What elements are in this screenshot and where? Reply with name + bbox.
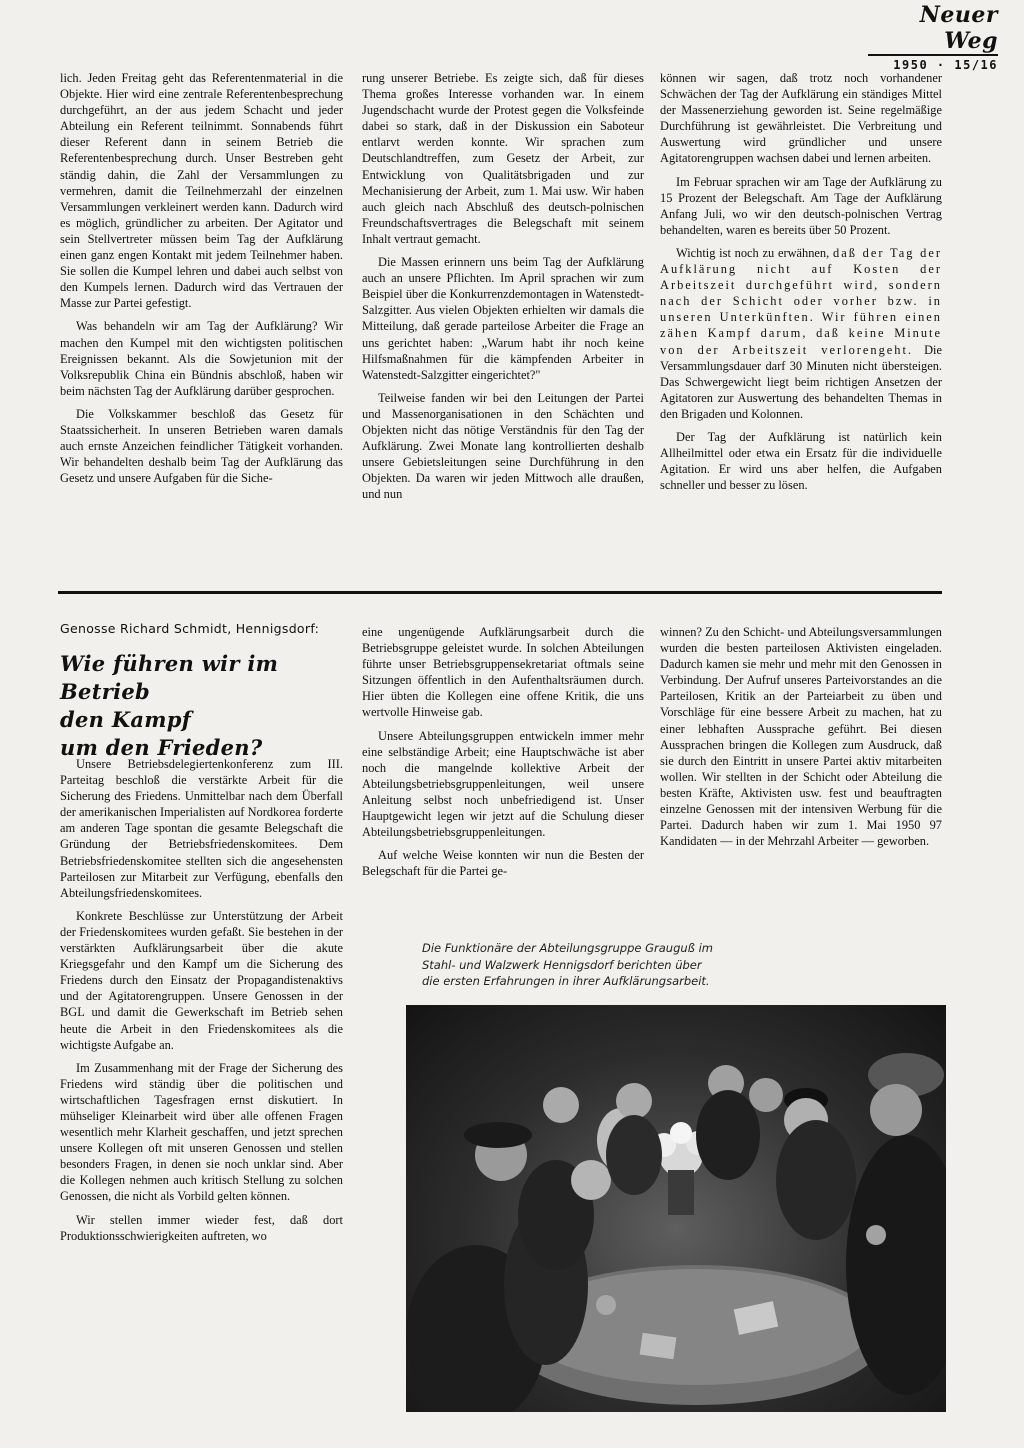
paragraph: Auf welche Weise konnten wir nun die Besten der Belegschaft für die Partei ge- — [362, 848, 644, 879]
paragraph: Unsere Betriebsdelegiertenkonferenz zum III. Parteitag beschloß die verstärkte Arbeit für die Sicherung des Friedens. Unmittelbar nach dem Überfall der amerikanischen Imperialisten auf Nordkorea forderte am anderen Tage spontan die gesamte Belegschaft die Gründung der Betriebsfriedenskomitees. Dem Betriebsfriedenskomitee stellten sich die angesehensten Parteilosen zur Mitarbeit zur Verfügung, ebenfalls den Abteilungsfriedenskomitees. — [60, 757, 343, 900]
paragraph — [660, 245, 942, 422]
paragraph: Im Zusammenhang mit der Frage der Sicherung des Friedens wird ständig über die politischen und wirtschaftlichen Tagesfragen ernst diskutiert. In mühseliger Kleinarbeit wird über alle offenen Fragen wesentlich mehr Klarheit geschaffen, und jetzt sprechen unsere Kollegen oft mit unseren Genossen und stellen besonders Fragen, in denen sie noch unklar sind. Aber die Kollegen nehmen auch kritisch Stellung zu solchen Genossen, die nicht als Vorbild gelten können. — [60, 1060, 343, 1204]
paragraph: Was behandeln wir am Tag der Aufklärung? Wir machen den Kumpel mit den wichtigsten politischen Ereignissen bekannt. Als die Sowjetunion mit der Volksrepublik China ein Bündnis abschloß, haben wir beim nächsten Tag der Aufklärung darüber gesprochen. — [60, 319, 343, 398]
article-headline — [60, 650, 343, 762]
photo-illustration — [406, 1005, 946, 1412]
bottom-article-column-1 — [60, 756, 343, 1398]
caption-line: die ersten Erfahrungen in ihrer Aufklärungsarbeit. — [422, 974, 710, 988]
top-article-column-2 — [362, 70, 644, 570]
paragraph: Der Tag der Aufklärung ist natürlich kein Allheilmittel oder etwa ein Ersatz für die individuelle Agitation. Er wird uns aber helfen, die Aufgaben schneller und besser zu lösen. — [660, 429, 942, 493]
paragraph: Unsere Abteilungsgruppen entwickeln immer mehr eine selbständige Arbeit; eine Hauptschwäche ist aber noch die mangelnde kollektive Arbeit der Abteilungsbetriebsgruppenleitungen, weil unsere Anleitung selbst noch unbefriedigend ist. Unser Hauptgewicht legen wir jetzt auf die Schulung dieser Abteilungsbetriebsgruppenleitungen. — [362, 728, 644, 840]
bottom-article-column-2 — [362, 624, 644, 914]
caption-line: Stahl- und Walzwerk Hennigsdorf berichten über — [422, 957, 702, 972]
paragraph: eine ungenügende Aufklärungsarbeit durch die Betriebsgruppe geleistet wurde. In solchen Abteilungen führte unser Betriebsgruppensekretariat oftmals seine Sitzungen öffentlich in den Aufenthaltsräumen durch. Hier übten die Kollegen eine offene Kritik, die uns wertvolle Hinweise gab. — [362, 625, 644, 720]
paragraph: Konkrete Beschlüsse zur Unterstützung der Arbeit der Friedenskomitees wurden gefaßt. Sie bestehen in der verstärkten Aufklärungsarbeit über die akute Kriegsgefahr und den Kampf um die Sicherung des Friedens durch den Einsatz der Propagandistenaktivs und der Agitatorengruppen. Unsere Genossen in der BGL und damit die Gewerkschaft im Betrieb sehen heute die Arbeit in den Friedenskomitees als die wichtigste Aufgabe an. — [60, 908, 343, 1052]
paragraph: lich. Jeden Freitag geht das Referentenmaterial in die Objekte. Hier wird eine zentrale Referentenbesprechung durchgeführt, an der aus jedem Schacht und jeder Abteilung ein Referent teilnimmt. Sonnabends führt dieser Referent dann in seinem Betrieb die Referentenbesprechung durch. Unser Bestreben geht ständig dahin, die Zahl der Versammlungen zu vermehren, damit die Teilnehmerzahl der einzelnen Versammlungen verkleinert werden kann. Dadurch wird es möglich, gründlicher zu arbeiten. Der Agitator und sein Stellvertreter müssen beim Tag der Aufklärung einen ganz engen Kontakt mit jedem Teilnehmer haben. Sie sollen die Kumpel lehren und dabei auch selbst von den Kumpels lernen. Dadurch wird das Vertrauen der Masse zur Partei gefestigt. — [60, 71, 343, 311]
issue-number: 1950 · 15/16 — [893, 58, 998, 72]
paragraph: Die Volkskammer beschloß das Gesetz für Staatssicherheit. In unseren Betrieben waren damals auch ernste Anzeichen feindlicher Tätigkeit vorhanden. Wir behandelten deshalb beim Tag der Aufklärung das Gesetz und unsere Aufgaben für die Siche- — [60, 406, 343, 486]
text-segment: Wichtig ist noch zu erwähnen, — [676, 245, 833, 260]
paragraph: können wir sagen, daß trotz noch vorhandener Schwächen der Tag der Aufklärung ein ständiges Mittel der Massenerziehung geworden ist. Seine regelmäßige Durchführung ist gewährleistet. Die Verbreitung und Auswertung wird gründlicher und unsere Agitatorengruppen wachsen dabei und lernen arbeiten. — [660, 71, 942, 166]
top-article-column-1 — [60, 70, 343, 570]
paragraph: winnen? Zu den Schicht- und Abteilungsversammlungen wurden die besten parteilosen Aktivisten eingeladen. Dadurch kamen sie mehr und mehr mit den Genossen in Verbindung. Der Aufruf unseres Parteivorstandes an die Parteilosen, Kritik an der Parteiarbeit zu üben und Vorschläge für eine bessere Arbeit zu machen, hat zu einer lebhaften Aussprache geführt. Bei diesen Aussprachen bringen die Kollegen zum Ausdruck, daß sie durch den Eintritt in unsere Partei aktiv mitarbeiten wollen. Wir stellten in der Schicht oder Abteilung die besten Kräfte, Aktivisten usw. fest und beauftragten einzelne Genossen mit der intensiven Werbung für die Partei. Dadurch haben wir zum 1. Mai 1950 97 Kandidaten — in der Mehrzahl Arbeiter — geworben. — [660, 625, 942, 849]
masthead-title: Neuer Weg — [868, 2, 998, 56]
paragraph: Im Februar sprachen wir am Tage der Aufklärung zu 15 Prozent der Belegschaft. Am Tage der Aufklärung Anfang Juli, wo wir den deutsch-polnischen Vertrag behandelten, waren es bereits über 50 Prozent. — [660, 174, 942, 237]
headline-line: den Kampf — [60, 707, 192, 732]
spaced-emphasis-text: daß der Tag der Aufklärung nicht auf Kosten der Arbeitszeit durchgeführt wird, sondern nach der Schicht oder vorher bzw. in unseren Unterkünften. Wir führen einen zähen Kampf darum, daß keine Minute von der Arbeitszeit verlorengeht. — [660, 245, 942, 357]
headline-line: Wie führen wir im Betrieb — [60, 651, 279, 704]
article-author: Genosse Richard Schmidt, Hennigsdorf: — [60, 621, 320, 636]
headline-line: um den Frieden? — [60, 735, 263, 760]
bottom-article-column-3 — [660, 624, 942, 914]
group-meeting-photo — [406, 1005, 946, 1412]
paragraph: Wir stellen immer wieder fest, daß dort Produktionsschwierigkeiten auftreten, wo — [60, 1212, 343, 1243]
caption-line: Die Funktionäre der Abteilungsgruppe Grauguß im — [422, 941, 713, 955]
top-article-column-3 — [660, 70, 942, 570]
masthead — [868, 2, 998, 72]
photo-caption — [422, 940, 842, 990]
section-divider — [58, 591, 942, 594]
text-segment: Die Versammlungsdauer darf 30 Minuten nicht übersteigen. Das Schwergewicht liegt beim richtigen Ansetzen der Agitatoren zur Auswertung des behandelten Themas in den Brigaden und Kolonnen. — [660, 342, 942, 421]
paragraph: Teilweise fanden wir bei den Leitungen der Partei und Massenorganisationen in den Schächten und Objekten nicht das nötige Verständnis für den Tag der Aufklärung. Zwei Monate lang kontrollierten deshalb unsere Gebietsleitungen seine Durchführung in den Objekten. Da waren wir jeden Mittwoch alle draußen, und nun — [362, 390, 644, 502]
paragraph: Die Massen erinnern uns beim Tag der Aufklärung auch an unsere Pflichten. Im April sprachen wir zum Beispiel über die Konkurrenzdemontagen in Watenstedt-Salzgitter. Aus vielen Objekten erhielten wir damals die Mitteilung, daß gerade parteilose Arbeiter die Frage an uns gerichtet haben: „Warum habt ihr noch keine Hilfsmaßnahmen für die kämpfenden Arbeiter in Watenstedt-Salzgitter eingerichtet?" — [362, 255, 644, 382]
paragraph: rung unserer Betriebe. Es zeigte sich, daß für dieses Thema großes Interesse vorhanden war. In einem Jugendschacht wurde der Protest gegen die Volksfeinde dabei so stark, daß in der Diskussion ein Saboteur entlarvt werden konnte. Wir sprachen zum Deutschlandtreffen, zum Gesetz der Arbeit, zur Entwicklung von Qualitätsbrigaden und zur Mechanisierung der Arbeit, zum 1. Mai usw. Wir haben auch gleich nach Abschluß des deutsch-polnischen Freundschaftsvertrages die Belegschaft mit seinem Inhalt vertraut gemacht. — [362, 71, 644, 246]
